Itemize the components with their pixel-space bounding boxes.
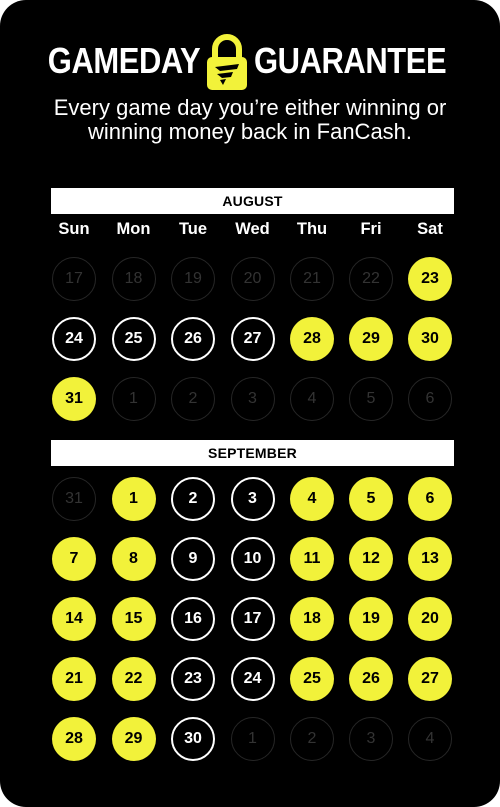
- calendar-day-outline: 23: [171, 657, 215, 701]
- calendar-day-yellow: 13: [408, 537, 452, 581]
- calendar-day-outline: 10: [231, 537, 275, 581]
- calendar-day-outline: 9: [171, 537, 215, 581]
- calendar-day-yellow: 27: [408, 657, 452, 701]
- calendar-day-dim: 4: [408, 717, 452, 761]
- calendar-day-outline: 27: [231, 317, 275, 361]
- calendar-day-dim: 21: [290, 257, 334, 301]
- calendar-day-yellow: 5: [349, 477, 393, 521]
- calendar-day-yellow: 18: [290, 597, 334, 641]
- calendar-day-yellow: 7: [52, 537, 96, 581]
- calendar-day-dim: 2: [290, 717, 334, 761]
- month-label-august: AUGUST: [51, 188, 454, 214]
- calendar-day-dim: 20: [231, 257, 275, 301]
- calendar-day-yellow: 12: [349, 537, 393, 581]
- title-right: GUARANTEE: [253, 40, 447, 81]
- weekday-label: Thu: [296, 220, 328, 238]
- calendar-day-dim: 6: [408, 377, 452, 421]
- calendar-day-dim: 22: [349, 257, 393, 301]
- calendar-day-dim: 3: [349, 717, 393, 761]
- calendar-day-outline: 24: [52, 317, 96, 361]
- calendar-day-yellow: 6: [408, 477, 452, 521]
- calendar-day-yellow: 20: [408, 597, 452, 641]
- calendar-day-yellow: 26: [349, 657, 393, 701]
- calendar-day-yellow: 25: [290, 657, 334, 701]
- calendar-day-yellow: 22: [112, 657, 156, 701]
- calendar-day-dim: 18: [112, 257, 156, 301]
- calendar-day-yellow: 29: [349, 317, 393, 361]
- calendar-day-yellow: 30: [408, 317, 452, 361]
- calendar-day-outline: 24: [231, 657, 275, 701]
- calendar-day-yellow: 23: [408, 257, 452, 301]
- calendar-day-yellow: 4: [290, 477, 334, 521]
- calendar-day-outline: 16: [171, 597, 215, 641]
- calendar-day-yellow: 19: [349, 597, 393, 641]
- calendar-day-dim: 17: [52, 257, 96, 301]
- calendar-day-outline: 25: [112, 317, 156, 361]
- calendar-day-outline: 30: [171, 717, 215, 761]
- calendar-day-yellow: 11: [290, 537, 334, 581]
- calendar-day-dim: 1: [112, 377, 156, 421]
- weekday-label: Wed: [235, 220, 270, 238]
- calendar-day-dim: 3: [231, 377, 275, 421]
- calendar-day-dim: 2: [171, 377, 215, 421]
- weekday-label: Sun: [58, 220, 90, 238]
- calendar-day-yellow: 21: [52, 657, 96, 701]
- calendar-day-outline: 26: [171, 317, 215, 361]
- title-left: GAMEDAY: [47, 40, 200, 81]
- weekday-label: Fri: [360, 220, 382, 238]
- calendar-day-outline: 17: [231, 597, 275, 641]
- month-label-september: SEPTEMBER: [51, 440, 454, 466]
- weekday-label: Sat: [417, 220, 443, 238]
- calendar-day-dim: 1: [231, 717, 275, 761]
- calendar-day-yellow: 8: [112, 537, 156, 581]
- calendar-day-yellow: 15: [112, 597, 156, 641]
- calendar-day-yellow: 31: [52, 377, 96, 421]
- calendar-day-yellow: 1: [112, 477, 156, 521]
- weekday-label: Mon: [116, 220, 151, 238]
- calendar-day-yellow: 14: [52, 597, 96, 641]
- calendar-day-dim: 5: [349, 377, 393, 421]
- subtitle: Every game day you’re either winning or winning money back in FanCash.: [53, 95, 447, 144]
- calendar-day-yellow: 29: [112, 717, 156, 761]
- calendar-day-yellow: 28: [52, 717, 96, 761]
- calendar-day-dim: 31: [52, 477, 96, 521]
- calendar-day-dim: 19: [171, 257, 215, 301]
- calendar-day-yellow: 28: [290, 317, 334, 361]
- weekday-label: Tue: [178, 220, 208, 238]
- calendar-day-dim: 4: [290, 377, 334, 421]
- calendar-day-outline: 3: [231, 477, 275, 521]
- calendar-day-outline: 2: [171, 477, 215, 521]
